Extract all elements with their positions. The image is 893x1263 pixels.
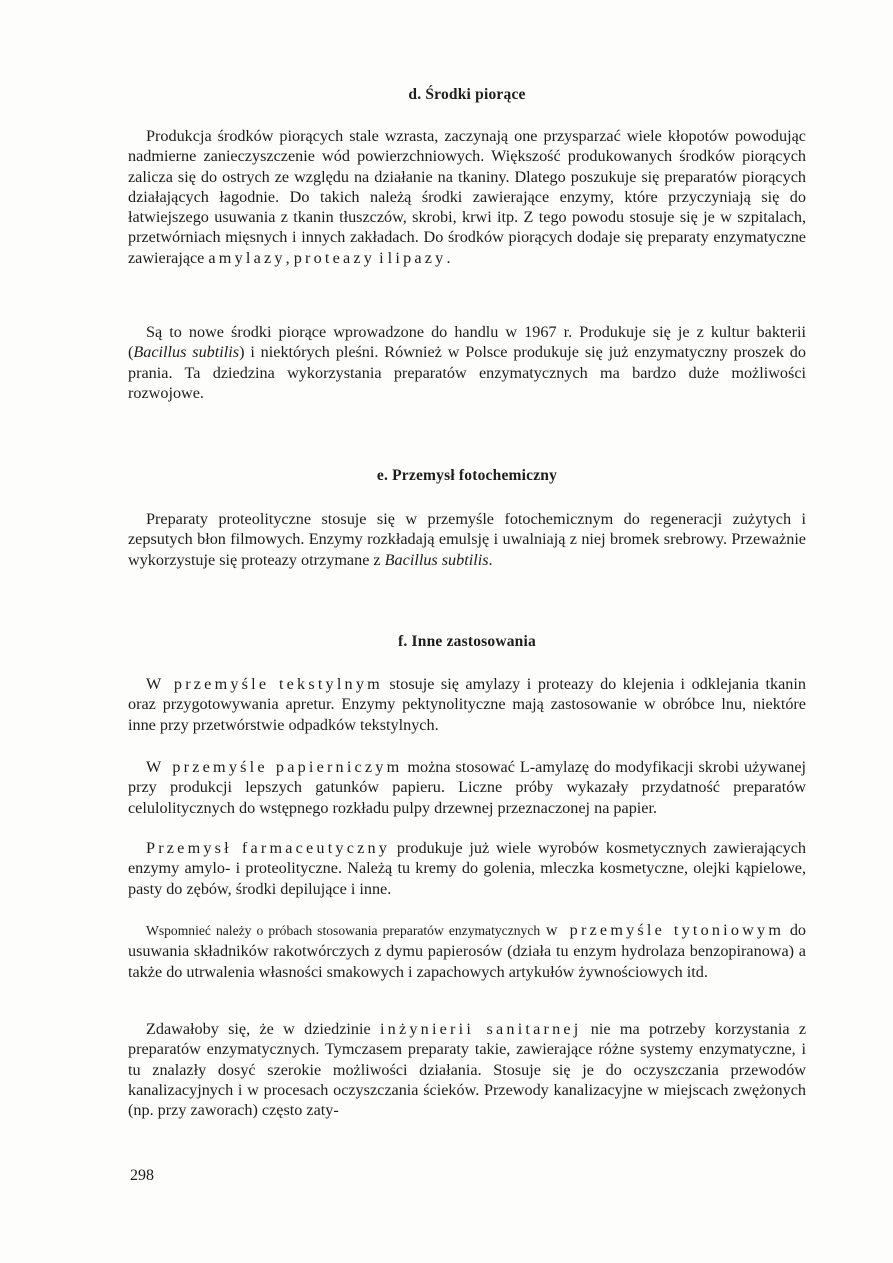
section-heading-e: e. Przemysł fotochemiczny — [376, 467, 558, 484]
section-heading-f: f. Inne zastosowania — [398, 633, 536, 650]
paragraph-f-1: W przemyśle tekstylnym stosuje się amylazy i proteazy do klejenia i odklejania tkanin oraz przygotowywania apretur. Enzymy pektynolityczne mają zastosowanie w obróbce lnu, niektóre inne przy przetwórstwie odpadków tekstylnych. — [128, 675, 806, 734]
paragraph-f-2: W przemyśle papierniczym można stosować L-amylazę do modyfikacji skrobi używanej przy produkcji lepszych gatunków papieru. Liczne próby wykazały przydatność preparatów celulolitycznych do wstępnego rozkładu pulpy drzewnej przeznaczonej na papier. — [128, 758, 806, 817]
paragraph-e-1: Preparaty proteolityczne stosuje się w przemyśle fotochemicznym do regeneracji zużytych i zepsutych błon filmowych. Enzymy rozkładają emulsję i uwalniają z niej bromek srebrowy. Przeważnie wykorzystuje się proteazy otrzymane z Bacillus subtilis. — [128, 510, 806, 569]
page-number: 298 — [130, 1167, 154, 1184]
paragraph-f-3: Przemysł farmaceutyczny produkuje już wiele wyrobów kosmetycznych zawierających enzymy amylo- i proteolityczne. Należą tu kremy do golenia, mleczka kosmetyczne, olejki kąpielowe, pasty do zębów, środki depilujące i inne. — [128, 839, 806, 898]
paragraph-d-2: Są to nowe środki piorące wprowadzone do handlu w 1967 r. Produkuje się je z kultur bakterii (Bacillus subtilis) i niektórych pleśni. Również w Polsce produkuje się już enzymatyczny proszek do prania. Ta dziedzina wykorzystania preparatów enzymatycznych ma bardzo duże możliwości rozwojowe. — [128, 323, 806, 402]
paragraph-f-5: Zdawałoby się, że w dziedzinie inżynierii sanitarnej nie ma potrzeby korzystania z preparatów enzymatycznych. Tymczasem preparaty takie, zawierające różne systemy enzymatyczne, i tu znalazły dosyć szerokie możliwości działania. Stosuje się je do oczyszczania przewodów kanalizacyjnych i w procesach oczyszczania ścieków. Przewody kanalizacyjne w miejscach zwężonych (np. przy zaworach) często zaty- — [128, 1020, 806, 1120]
section-heading-d: d. Środki piorące — [408, 86, 526, 103]
paragraph-f-4: Wspomnieć należy o próbach stosowania preparatów enzymatycznych w przemyśle tytoniowym do usuwania składników rakotwórczych z dymu papierosów (działa tu enzym hydrolaza benzopiranowa) a także do utrwalenia własności smakowych i zapachowych artykułów żywnościowych itd. — [128, 921, 807, 981]
paragraph-d-1: Produkcja środków piorących stale wzrasta, zaczynają one przysparzać wiele kłopotów powodując nadmierne zanieczyszczenie wód powierzchniowych. Większość produkowanych środków piorących zalicza się do ostrych ze względu na działanie na tkaniny. Dlatego poszukuje się preparatów piorących działających łagodnie. Do takich należą środki zawierające enzymy, które przyczyniają się do łatwiejszego usuwania z tkanin tłuszczów, skrobi, krwi itp. Z tego powodu stosuje się je w szpitalach, przetwórniach mięsnych i innych zakładach. Do środków piorących dodaje się preparaty enzymatyczne zawierające amylazy, proteazy i lipazy. — [128, 127, 806, 267]
